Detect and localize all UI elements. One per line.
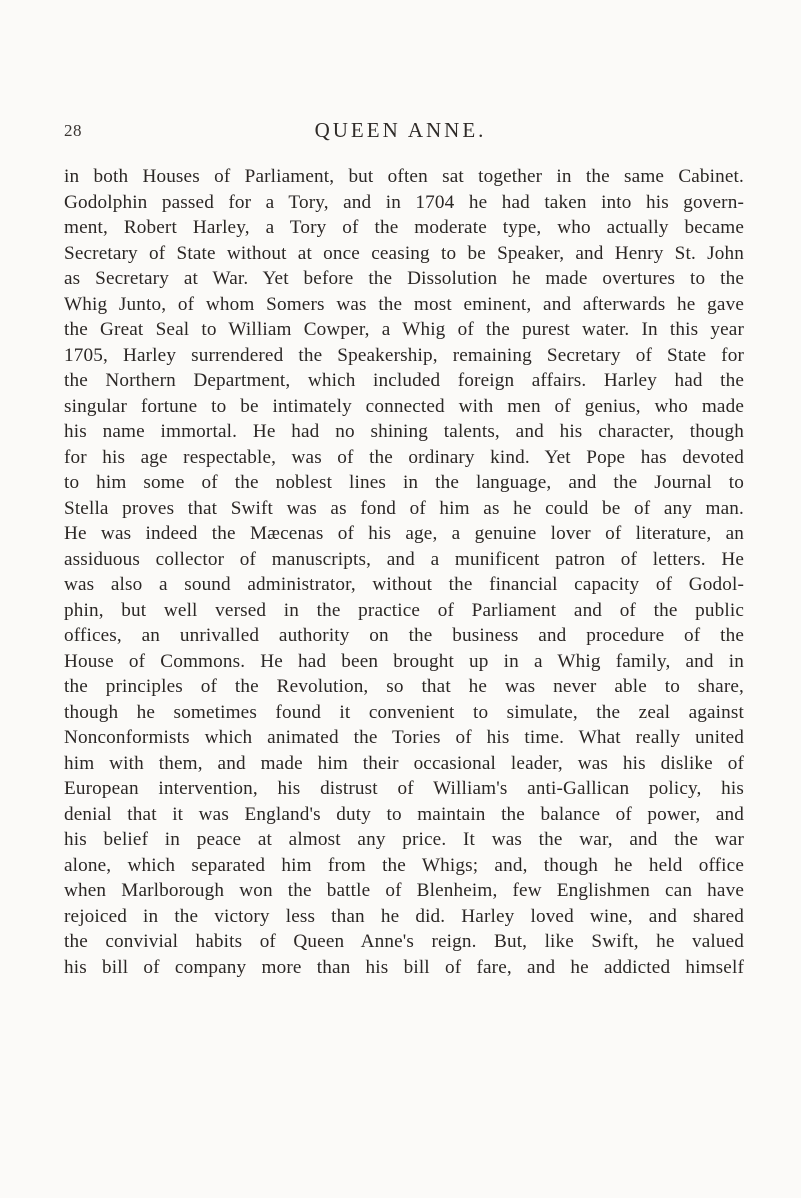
text-line: to him some of the noblest lines in the language, and the Journal to bbox=[64, 472, 744, 493]
text-line: House of Commons. He had been brought up in a Whig family, and in bbox=[64, 650, 744, 672]
text-line: 1705, Harley surrendered the Speakership, remaining Secretary of State for bbox=[64, 344, 744, 366]
text-line: He was indeed the Mæcenas of his age, a genuine lover of literature, an bbox=[64, 523, 744, 544]
text-line: Secretary of State without at once ceasing to be Speaker, and Henry St. John bbox=[64, 242, 744, 264]
text-line: the convivial habits of Queen Anne's reign. But, like Swift, he valued bbox=[64, 931, 744, 952]
text-line: Nonconformists which animated the Tories of his time. What really united bbox=[64, 727, 744, 748]
text-line: as Secretary at War. Yet before the Dissolution he made overtures to the bbox=[64, 268, 744, 289]
text-line: the Great Seal to William Cowper, a Whig of the purest water. In this year bbox=[64, 319, 744, 340]
text-line: Whig Junto, of whom Somers was the most eminent, and afterwards he gave bbox=[64, 293, 744, 315]
text-line: his name immortal. He had no shining talents, and his character, though bbox=[64, 421, 744, 442]
text-line: for his age respectable, was of the ordinary kind. Yet Pope has devoted bbox=[64, 446, 744, 468]
text-line: the Northern Department, which included foreign affairs. Harley had the bbox=[64, 370, 744, 391]
text-line: the principles of the Revolution, so that he was never able to share, bbox=[64, 676, 744, 697]
text-line: alone, which separated him from the Whigs; and, though he held office bbox=[64, 854, 744, 876]
text-line: singular fortune to be intimately connected with men of genius, who made bbox=[64, 395, 744, 417]
text-line: him with them, and made him their occasional leader, was his dislike of bbox=[64, 752, 744, 774]
text-line: phin, but well versed in the practice of Parliament and of the public bbox=[64, 599, 744, 621]
text-line: his bill of company more than his bill of fare, and he addicted himself bbox=[64, 956, 744, 978]
text-line: assiduous collector of manuscripts, and a munificent patron of letters. He bbox=[64, 548, 744, 570]
text-line: his belief in peace at almost any price. It was the war, and the war bbox=[64, 829, 744, 850]
text-line: in both Houses of Parliament, but often sat together in the same Cabinet. bbox=[64, 166, 744, 187]
body-text bbox=[64, 164, 744, 980]
text-line: offices, an unrivalled authority on the business and procedure of the bbox=[64, 625, 744, 646]
text-line: Godolphin passed for a Tory, and in 1704 he had taken into his govern- bbox=[64, 191, 744, 213]
page-number: 28 bbox=[64, 121, 82, 140]
text-line: European intervention, his distrust of William's anti-Gallican policy, his bbox=[64, 778, 744, 799]
text-line: rejoiced in the victory less than he did. Harley loved wine, and shared bbox=[64, 905, 744, 927]
text-line: though he sometimes found it convenient to simulate, the zeal against bbox=[64, 701, 744, 723]
text-line: ment, Robert Harley, a Tory of the moderate type, who actually became bbox=[64, 217, 744, 238]
text-line: when Marlborough won the battle of Blenheim, few Englishmen can have bbox=[64, 880, 744, 901]
text-line: denial that it was England's duty to maintain the balance of power, and bbox=[64, 803, 744, 825]
text-line: was also a sound administrator, without the financial capacity of Godol- bbox=[64, 574, 744, 595]
text-line: Stella proves that Swift was as fond of him as he could be of any man. bbox=[64, 497, 744, 519]
running-head: QUEEN ANNE. bbox=[314, 118, 487, 142]
